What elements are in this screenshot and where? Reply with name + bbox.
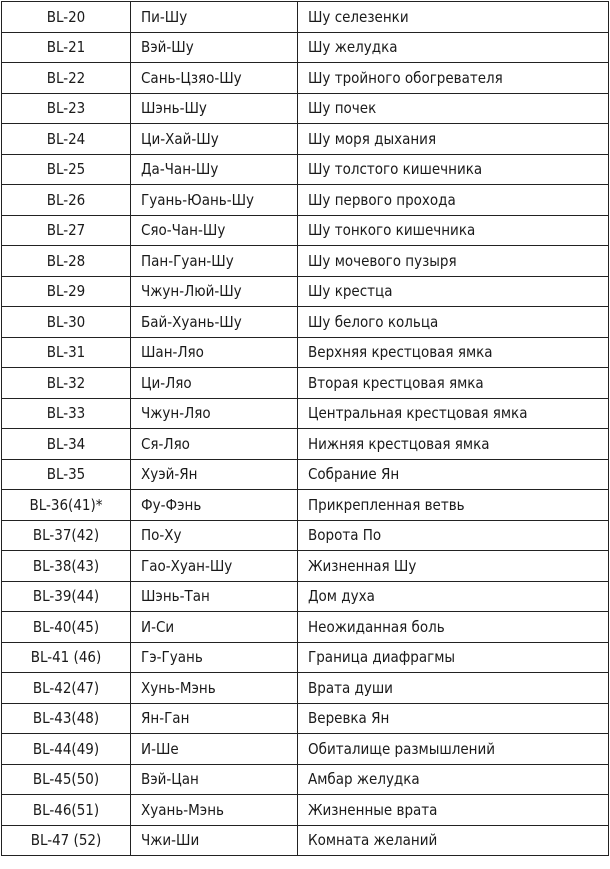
chinese-name-cell: И-Си — [131, 612, 298, 643]
translation-cell: Дом духа — [298, 581, 609, 612]
translation-cell: Шу первого прохода — [298, 185, 609, 216]
chinese-name-cell: Гуань-Юань-Шу — [131, 185, 298, 216]
chinese-name-cell: И-Ше — [131, 734, 298, 765]
translation-cell: Верхняя крестцовая ямка — [298, 337, 609, 368]
table-row — [2, 398, 609, 429]
point-code-cell: BL-25 — [2, 154, 131, 185]
chinese-name-cell: Бай-Хуань-Шу — [131, 307, 298, 338]
point-code-cell: BL-40(45) — [2, 612, 131, 643]
translation-cell: Центральная крестцовая ямка — [298, 398, 609, 429]
chinese-name-cell: Ци-Хай-Шу — [131, 124, 298, 155]
point-code-cell: BL-29 — [2, 276, 131, 307]
table-row — [2, 673, 609, 704]
point-code-cell: BL-30 — [2, 307, 131, 338]
chinese-name-cell: Вэй-Цан — [131, 764, 298, 795]
chinese-name-cell: Сань-Цзяо-Шу — [131, 63, 298, 94]
chinese-name-cell: Сяо-Чан-Шу — [131, 215, 298, 246]
point-code-cell: BL-46(51) — [2, 795, 131, 826]
chinese-name-cell: По-Ху — [131, 520, 298, 551]
translation-cell: Жизненная Шу — [298, 551, 609, 582]
translation-cell: Шу желудка — [298, 32, 609, 63]
table-row — [2, 307, 609, 338]
chinese-name-cell: Хуань-Мэнь — [131, 795, 298, 826]
point-code-cell: BL-39(44) — [2, 581, 131, 612]
translation-cell: Амбар желудка — [298, 764, 609, 795]
chinese-name-cell: Хуэй-Ян — [131, 459, 298, 490]
point-code-cell: BL-37(42) — [2, 520, 131, 551]
point-code-cell: BL-26 — [2, 185, 131, 216]
chinese-name-cell: Фу-Фэнь — [131, 490, 298, 521]
point-code-cell: BL-32 — [2, 368, 131, 399]
point-code-cell: BL-36(41)* — [2, 490, 131, 521]
translation-cell: Нижняя крестцовая ямка — [298, 429, 609, 460]
table-row — [2, 246, 609, 277]
table-row — [2, 581, 609, 612]
table-row — [2, 703, 609, 734]
chinese-name-cell: Хунь-Мэнь — [131, 673, 298, 704]
point-code-cell: BL-38(43) — [2, 551, 131, 582]
point-code-cell: BL-28 — [2, 246, 131, 277]
chinese-name-cell: Ся-Ляо — [131, 429, 298, 460]
translation-cell: Комната желаний — [298, 825, 609, 856]
point-code-cell: BL-34 — [2, 429, 131, 460]
table-row — [2, 429, 609, 460]
chinese-name-cell: Чжун-Люй-Шу — [131, 276, 298, 307]
table-row — [2, 459, 609, 490]
translation-cell: Неожиданная боль — [298, 612, 609, 643]
point-code-cell: BL-47 (52) — [2, 825, 131, 856]
point-code-cell: BL-42(47) — [2, 673, 131, 704]
table-row — [2, 215, 609, 246]
table-row — [2, 368, 609, 399]
translation-cell: Шу тонкого кишечника — [298, 215, 609, 246]
translation-cell: Собрание Ян — [298, 459, 609, 490]
table-body — [2, 2, 609, 856]
translation-cell: Шу селезенки — [298, 2, 609, 33]
table-row — [2, 825, 609, 856]
table-row — [2, 520, 609, 551]
point-code-cell: BL-41 (46) — [2, 642, 131, 673]
chinese-name-cell: Чжун-Ляо — [131, 398, 298, 429]
point-code-cell: BL-23 — [2, 93, 131, 124]
point-code-cell: BL-35 — [2, 459, 131, 490]
table-row — [2, 276, 609, 307]
table-row — [2, 551, 609, 582]
table-row — [2, 185, 609, 216]
point-code-cell: BL-21 — [2, 32, 131, 63]
translation-cell: Вторая крестцовая ямка — [298, 368, 609, 399]
table-row — [2, 2, 609, 33]
translation-cell: Шу белого кольца — [298, 307, 609, 338]
table-row — [2, 124, 609, 155]
translation-cell: Прикрепленная ветвь — [298, 490, 609, 521]
translation-cell: Шу моря дыхания — [298, 124, 609, 155]
chinese-name-cell: Ци-Ляо — [131, 368, 298, 399]
chinese-name-cell: Ян-Ган — [131, 703, 298, 734]
chinese-name-cell: Шэнь-Тан — [131, 581, 298, 612]
table-row — [2, 734, 609, 765]
translation-cell: Ворота По — [298, 520, 609, 551]
point-code-cell: BL-43(48) — [2, 703, 131, 734]
point-code-cell: BL-27 — [2, 215, 131, 246]
table-row — [2, 795, 609, 826]
point-code-cell: BL-45(50) — [2, 764, 131, 795]
chinese-name-cell: Чжи-Ши — [131, 825, 298, 856]
translation-cell: Шу толстого кишечника — [298, 154, 609, 185]
chinese-name-cell: Да-Чан-Шу — [131, 154, 298, 185]
table-row — [2, 490, 609, 521]
point-code-cell: BL-33 — [2, 398, 131, 429]
chinese-name-cell: Шан-Ляо — [131, 337, 298, 368]
translation-cell: Веревка Ян — [298, 703, 609, 734]
point-code-cell: BL-20 — [2, 2, 131, 33]
chinese-name-cell: Шэнь-Шу — [131, 93, 298, 124]
point-code-cell: BL-22 — [2, 63, 131, 94]
chinese-name-cell: Гэ-Гуань — [131, 642, 298, 673]
table-row — [2, 154, 609, 185]
chinese-name-cell: Гао-Хуан-Шу — [131, 551, 298, 582]
translation-cell: Шу почек — [298, 93, 609, 124]
table-row — [2, 612, 609, 643]
translation-cell: Жизненные врата — [298, 795, 609, 826]
translation-cell: Врата души — [298, 673, 609, 704]
translation-cell: Шу мочевого пузыря — [298, 246, 609, 277]
table-row — [2, 63, 609, 94]
table-row — [2, 32, 609, 63]
translation-cell: Обиталище размышлений — [298, 734, 609, 765]
point-code-cell: BL-44(49) — [2, 734, 131, 765]
chinese-name-cell: Пи-Шу — [131, 2, 298, 33]
translation-cell: Граница диафрагмы — [298, 642, 609, 673]
point-code-cell: BL-24 — [2, 124, 131, 155]
chinese-name-cell: Пан-Гуан-Шу — [131, 246, 298, 277]
translation-cell: Шу крестца — [298, 276, 609, 307]
table-row — [2, 93, 609, 124]
table-row — [2, 642, 609, 673]
point-code-cell: BL-31 — [2, 337, 131, 368]
acupoint-table — [1, 1, 609, 856]
table-row — [2, 764, 609, 795]
table-row — [2, 337, 609, 368]
translation-cell: Шу тройного обогревателя — [298, 63, 609, 94]
chinese-name-cell: Вэй-Шу — [131, 32, 298, 63]
